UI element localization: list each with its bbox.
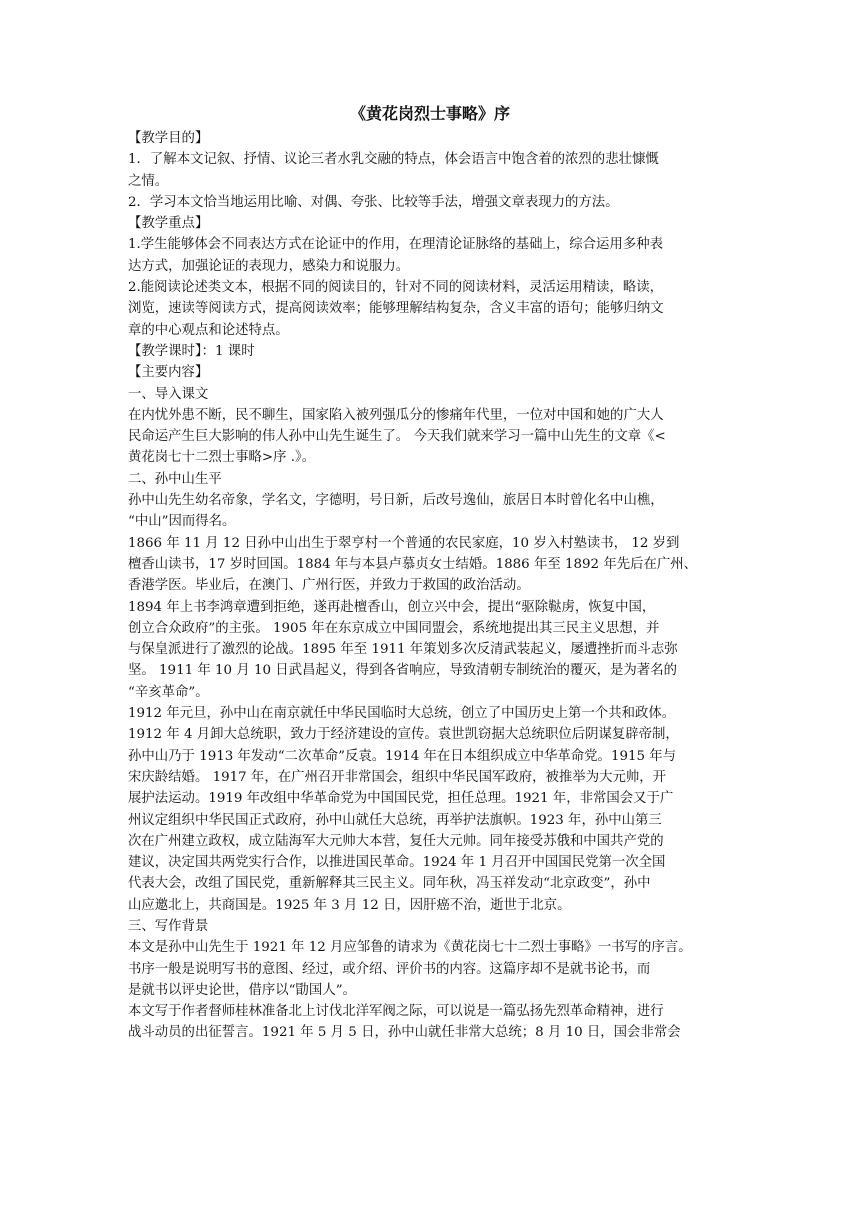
text-line: 战斗动员的出征誓言。1921 年 5 月 5 日，孙中山就任非常大总统；8 月 10 日，国会非常会 xyxy=(128,1025,681,1041)
text-line: 二、孙中山生平 xyxy=(128,471,222,487)
text-line: 1912 年元旦，孙中山在南京就任中华民国临时大总统，创立了中国历史上第一个共和政体。 xyxy=(128,706,676,722)
document-page xyxy=(128,104,732,1044)
text-line: 民命运产生巨大影响的伟人孙中山先生诞生了。 今天我们就来学习一篇中山先生的文章《< xyxy=(128,429,666,445)
text-line: 本文写于作者督师桂林准备北上讨伐北洋军阀之际，可以说是一篇弘扬先烈革命精神，进行 xyxy=(128,1004,664,1020)
text-line: 檀香山读书，17 岁时回国。1884 年与本县卢慕贞女士结婚。1886 年至 1892 年先后在广州、 xyxy=(128,556,698,572)
text-line: 是就书以评史论世，借序以“勖国人”。 xyxy=(128,982,356,998)
text-line: 建议，决定国共两党实行合作，以推进国民革命。1924 年 1 月召开中国国民党第一次全国 xyxy=(128,855,666,871)
text-line: “辛亥革命”。 xyxy=(128,684,209,700)
text-line: 浏览，速读等阅读方式，提高阅读效率；能够理解结构复杂，含义丰富的语句；能够归纳文 xyxy=(128,301,664,317)
text-line: 孙中山乃于 1913 年发动“二次革命”反袁。1914 年在日本组织成立中华革命党。1915 年与 xyxy=(128,748,677,764)
text-line: 孙中山先生幼名帝象，学名文，字德明，号日新，后改号逸仙，旅居日本时曾化名中山樵， xyxy=(128,493,664,509)
text-line: 【教学重点】 xyxy=(128,216,209,232)
text-line: 2.能阅读论述类文本，根据不同的阅读目的，针对不同的阅读材料，灵活运用精读，略读， xyxy=(128,280,664,296)
text-line: 次在广州建立政权，成立陆海军大元帅大本营，复任大元帅。同年接受苏俄和中国共产党的 xyxy=(128,833,664,849)
text-line: 【教学目的】 xyxy=(128,131,209,146)
text-line: 1．了解本文记叙、抒情、议论三者水乳交融的特点，体会语言中饱含着的浓烈的悲壮慷慨 xyxy=(128,152,659,168)
text-line: 坚。 1911 年 10 月 10 日武昌起义，得到各省响应，导致清朝专制统治的覆灭，是为著名的 xyxy=(128,663,677,679)
text-line: 一、导入课文 xyxy=(128,386,209,402)
text-line: 展护法运动。1919 年改组中华革命党为中国国民党，担任总理。1921 年，非常国会又于广 xyxy=(128,791,674,807)
text-line: 与保皇派进行了激烈的论战。1895 年至 1911 年策划多次反清武装起义，屡遭挫折而斗志弥 xyxy=(128,642,678,658)
text-line: 黄花岗七十二烈士事略>序 .》。 xyxy=(128,450,316,466)
text-line: 本文是孙中山先生于 1921 年 12 月应邹鲁的请求为《黄花岗七十二烈士事略》一书写的序言。 xyxy=(128,940,692,956)
text-line: 1866 年 11 月 12 日孙中山出生于翠亨村一个普通的农民家庭，10 岁入村塾读书， 12 岁到 xyxy=(128,535,680,551)
text-line: 创立合众政府”的主张。 1905 年在东京成立中国同盟会，系统地提出其三民主义思想，并 xyxy=(128,620,660,636)
text-line: 代表大会，改组了国民党，重新解释其三民主义。同年秋，冯玉祥发动“北京政变”，孙中 xyxy=(128,876,651,892)
document-title: 《黄花岗烈士事略》序 xyxy=(349,104,510,123)
text-line: 州议定组织中华民国正式政府，孙中山就任大总统，再举护法旗帜。1923 年，孙中山第三 xyxy=(128,812,662,828)
document-body xyxy=(128,128,732,1044)
text-line: 【主要内容】 xyxy=(128,365,209,381)
text-line: 章的中心观点和论述特点。 xyxy=(128,322,289,338)
text-line: 1912 年 4 月卸大总统职，致力于经济建设的宣传。袁世凯窃据大总统职位后阴谋复辟帝制， xyxy=(128,727,679,743)
text-line: 宋庆龄结婚。 1917 年，在广州召开非常国会，组织中华民国军政府，被推举为大元帅，开 xyxy=(128,769,667,785)
text-line: “中山”因而得名。 xyxy=(128,514,236,530)
text-line: 三、写作背景 xyxy=(128,918,209,934)
text-line: 【教学课时】：1 课时 xyxy=(128,343,255,359)
text-line: 书序一般是说明写书的意图、经过，或介绍、评价书的内容。这篇序却不是就书论书，而 xyxy=(128,961,651,977)
text-line: 1894 年上书李鸿章遭到拒绝，遂再赴檀香山，创立兴中会，提出“驱除鞑虏，恢复中国， xyxy=(128,599,656,615)
text-line: 1.学生能够体会不同表达方式在论证中的作用，在理清论证脉络的基础上，综合运用多种表 xyxy=(128,237,664,253)
text-line: 香港学医。毕业后，在澳门、广州行医，并致力于救国的政治活动。 xyxy=(128,578,530,594)
text-line: 达方式，加强论证的表现力，感染力和说服力。 xyxy=(128,258,410,274)
text-line: 2．学习本文恰当地运用比喻、对偶、夸张、比较等手法，增强文章表现力的方法。 xyxy=(128,194,619,210)
text-line: 山应邀北上，共商国是。1925 年 3 月 12 日，因肝癌不治，逝世于北京。 xyxy=(128,897,571,913)
text-line: 之情。 xyxy=(128,173,169,189)
text-line: 在内忧外患不断，民不聊生，国家陷入被列强瓜分的惨痛年代里，一位对中国和她的广大人 xyxy=(128,407,664,423)
